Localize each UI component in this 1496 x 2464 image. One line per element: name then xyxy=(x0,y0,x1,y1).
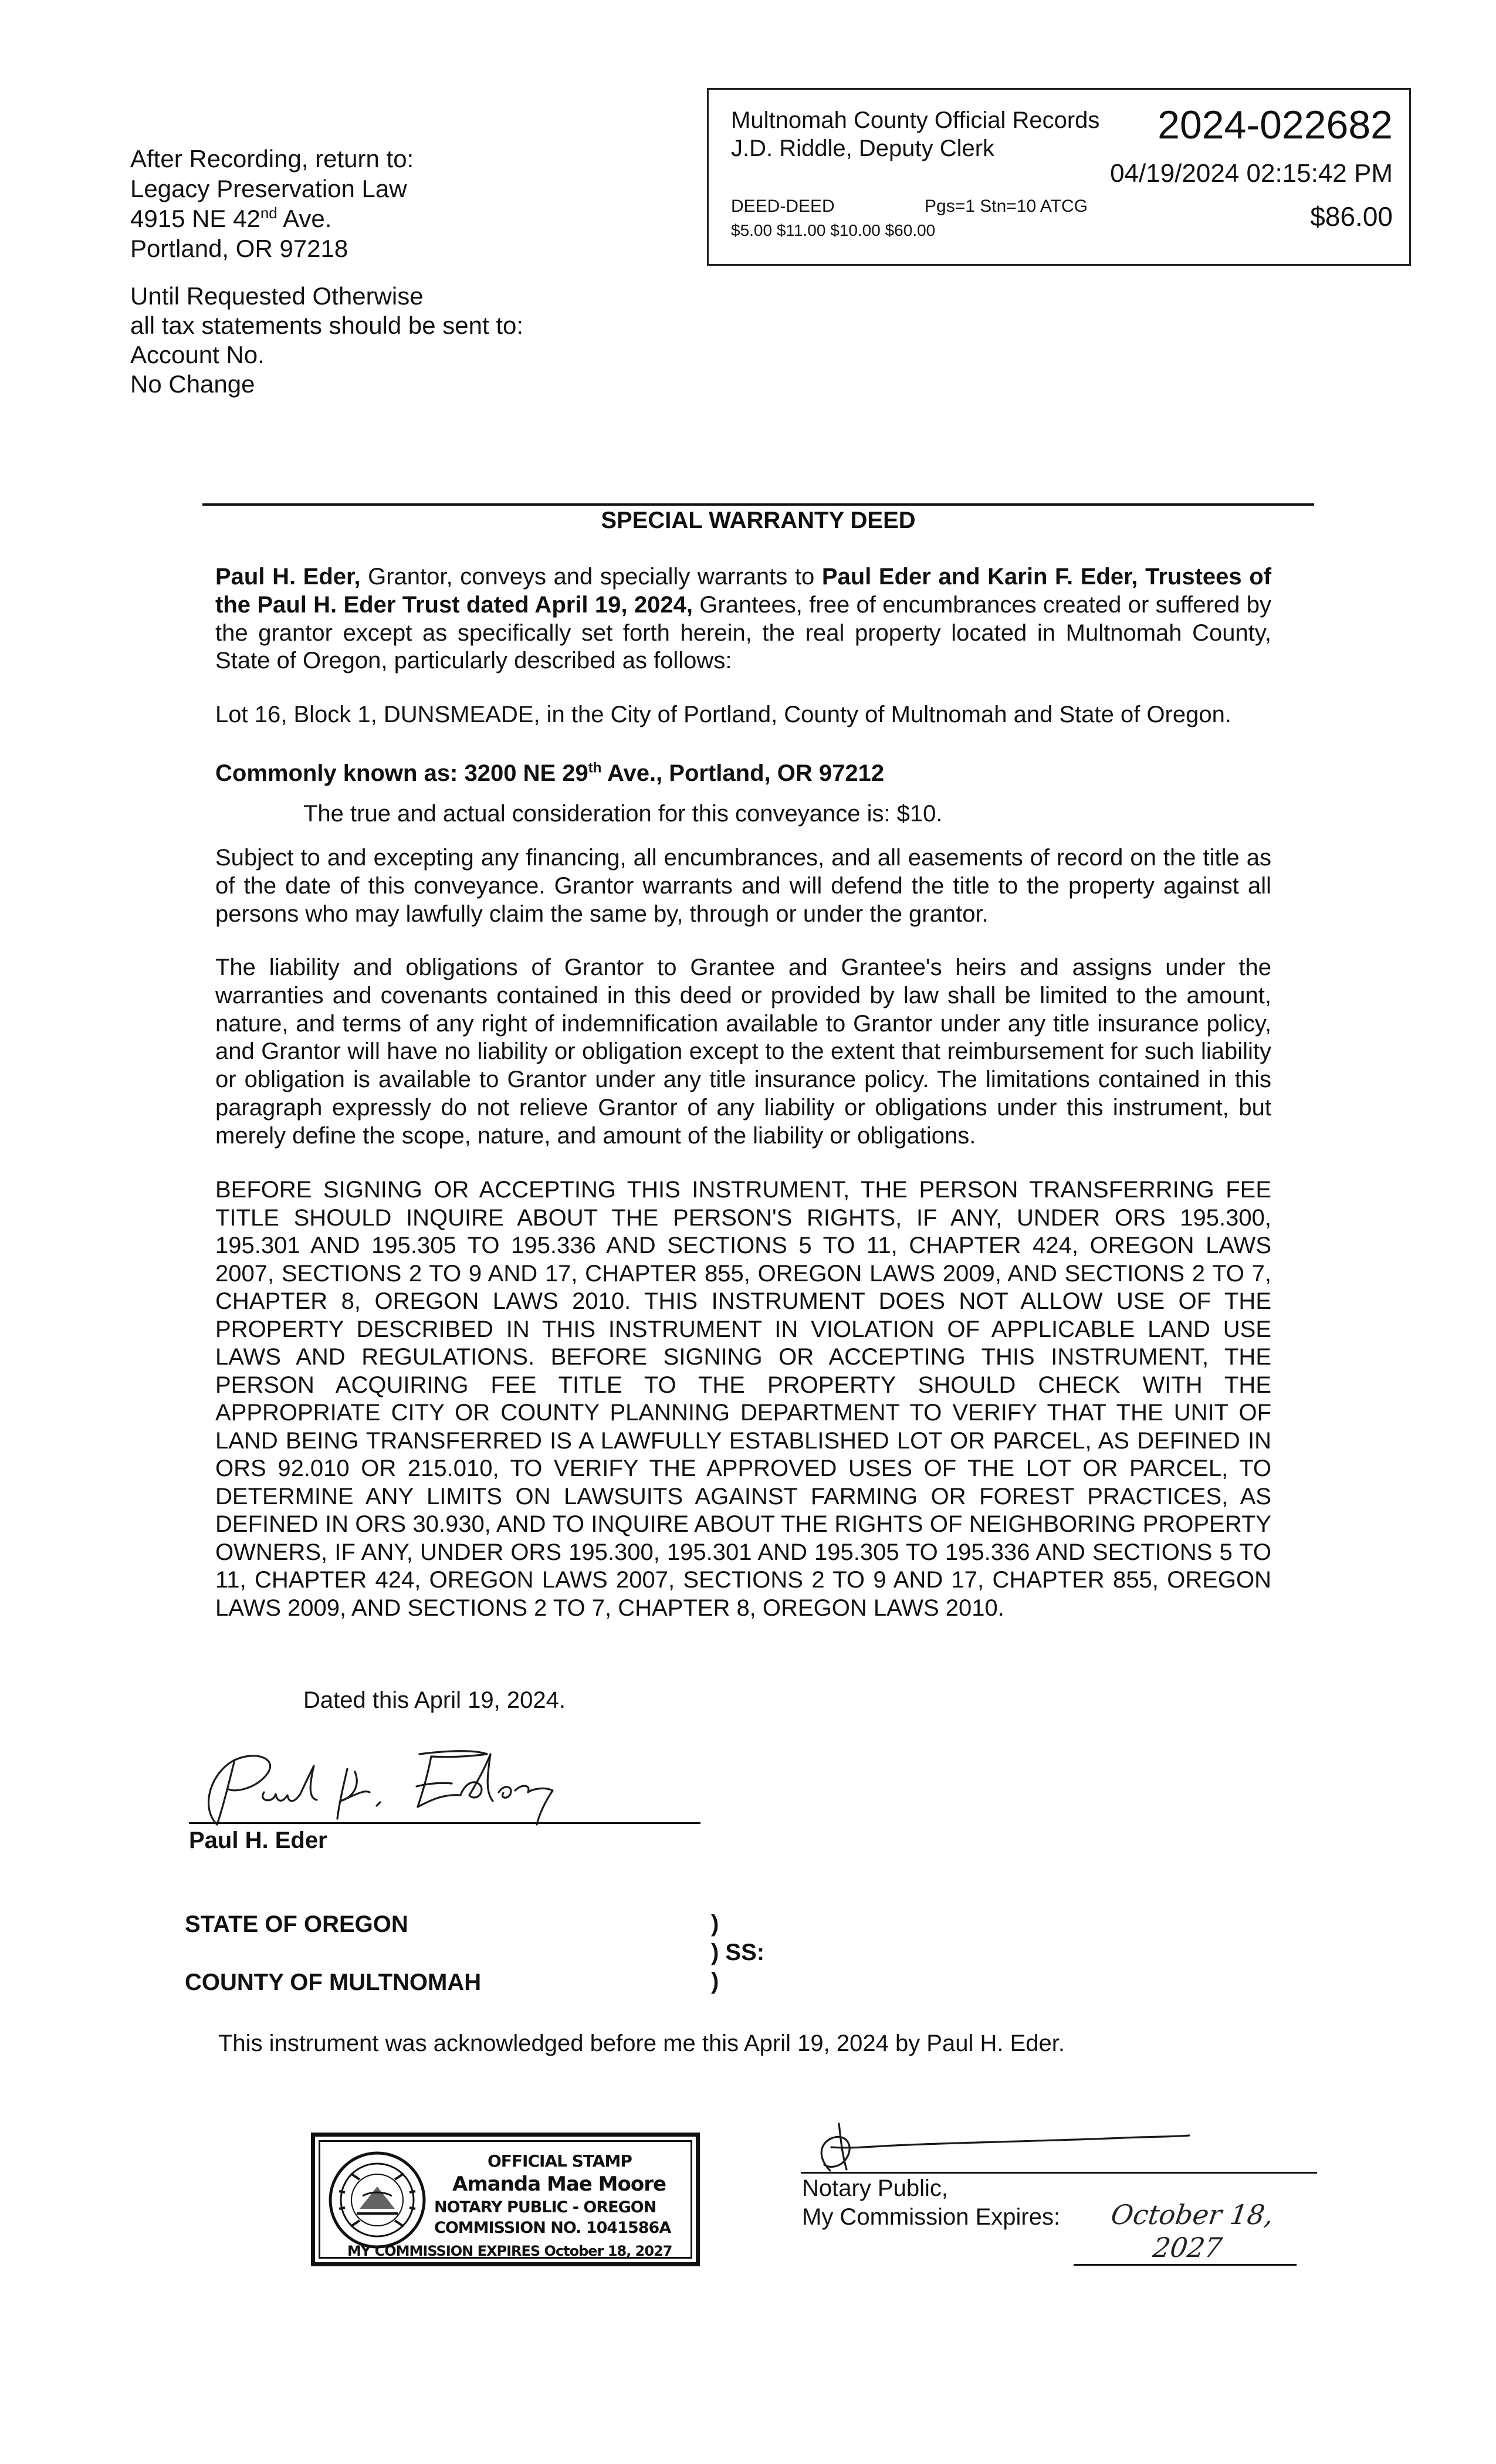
stamp-notary-name: Amanda Mae Moore xyxy=(452,2172,666,2196)
commonly-known-suffix: th xyxy=(588,760,602,776)
acknowledgment-paragraph: This instrument was acknowledged before me this April 19, 2024 by Paul H. Eder. xyxy=(218,2030,1065,2056)
tax-statements-block xyxy=(130,282,523,399)
commonly-known-rest: Ave., Portland, OR 97212 xyxy=(601,760,885,786)
recording-stamp-box xyxy=(707,88,1411,266)
subject-to-paragraph: Subject to and excepting any financing, all encumbrances, and all easements of record on the title as of the date of this conveyance. Grantor warrants and will defend the title to the property against all persons who may lawfully claim the same by, through or under the grantor. xyxy=(215,845,1271,927)
venue-ss-label: ) SS: xyxy=(711,1940,765,1965)
commonly-known-prefix: Commonly known as: 3200 NE 29 xyxy=(215,760,588,786)
recording-office xyxy=(731,106,1099,163)
venue-paren-bottom: ) xyxy=(711,1968,719,1994)
recording-pages-info: Pgs=1 Stn=10 ATCG xyxy=(925,197,1088,216)
stamp-inner-border xyxy=(319,2140,692,2259)
notary-title: Notary Public, xyxy=(802,2175,948,2201)
conveyance-paragraph xyxy=(215,563,1271,675)
recording-document-number: 2024-022682 xyxy=(1157,103,1393,147)
venue-ss xyxy=(711,1910,764,1996)
legal-description: Lot 16, Block 1, DUNSMEADE, in the City of Portland, County of Multnomah and State of Oregon. xyxy=(215,702,1231,727)
venue-state: STATE OF OREGON xyxy=(185,1911,408,1937)
consideration-paragraph: The true and actual consideration for this conveyance is: $10. xyxy=(303,801,943,827)
recording-total: $86.00 xyxy=(1310,201,1393,232)
conveys-text-2: Grantees, free of encumbrances created or suffered by the grantor except as specifically set forth herein, the real property located in Multnomah County, State of Oregon, particularly described as follows: xyxy=(215,591,1271,674)
venue-paren-top: ) xyxy=(711,1911,719,1937)
return-street-rest: Ave. xyxy=(277,205,332,232)
tax-line-3: Account No. xyxy=(130,341,265,368)
recording-clerk: J.D. Riddle, Deputy Clerk xyxy=(731,136,995,161)
grantor-printed-name: Paul H. Eder xyxy=(189,1827,327,1853)
return-heading: After Recording, return to: xyxy=(130,145,414,172)
grantees-bold: Paul Eder and Karin F. Eder, Trustees of the Paul H. Eder Trust dated April 19, 2024, xyxy=(215,564,1272,618)
dated-line: Dated this April 19, 2024. xyxy=(303,1687,566,1713)
recording-fees: $5.00 $11.00 $10.00 $60.00 xyxy=(731,221,936,239)
recording-doc-type: DEED-DEED xyxy=(731,197,835,216)
recording-datetime: 04/19/2024 02:15:42 PM xyxy=(1110,159,1393,188)
commission-expires-date: October 18, 2027 xyxy=(1074,2198,1306,2266)
commonly-known-as xyxy=(215,760,1271,788)
ors-notice-paragraph: BEFORE SIGNING OR ACCEPTING THIS INSTRUMENT, THE PERSON TRANSFERRING FEE TITLE SHOULD INQUIRE ABOUT THE PERSON'S RIGHTS, IF ANY, UNDER ORS 195.300, 195.301 AND 195.305 TO 195.336 AND SECTIONS 5 TO 11, CHAPTER 424, OREGON LAWS 2007, SECTIONS 2 TO 9 AND 17, CHAPTER 855, OREGON LAWS 2009, AND SECTIONS 2 TO 7, CHAPTER 8, OREGON LAWS 2010. THIS INSTRUMENT DOES NOT ALLOW USE OF THE PROPERTY DESCRIBED IN THIS INSTRUMENT IN VIOLATION OF APPLICABLE LAND USE LAWS AND REGULATIONS. BEFORE SIGNING OR ACCEPTING THIS INSTRUMENT, THE PERSON ACQUIRING FEE TITLE TO THE PROPERTY SHOULD CHECK WITH THE APPROPRIATE CITY OR COUNTY PLANNING DEPARTMENT TO VERIFY THAT THE UNIT OF LAND BEING TRANSFERRED IS A LAWFULLY ESTABLISHED LOT OR PARCEL, AS DEFINED IN ORS 92.010 OR 215.010, TO VERIFY THE APPROVED USES OF THE LOT OR PARCEL, TO DETERMINE ANY LIMITS ON LAWSUITS AGAINST FARMING OR FOREST PRACTICES, AS DEFINED IN ORS 30.930, AND TO INQUIRE ABOUT THE RIGHTS OF NEIGHBORING PROPERTY OWNERS, IF ANY, UNDER ORS 195.300, 195.301 AND 195.305 TO 195.336 AND SECTIONS 5 TO 11, CHAPTER 424, OREGON LAWS 2007, SECTIONS 2 TO 9 AND 17, CHAPTER 855, OREGON LAWS 2009, AND SECTIONS 2 TO 7, CHAPTER 8, OREGON LAWS 2010. xyxy=(215,1177,1271,1621)
deed-title: SPECIAL WARRANTY DEED xyxy=(601,507,916,533)
return-street-suffix: nd xyxy=(260,204,277,222)
return-address-block xyxy=(130,144,414,263)
tax-line-4: No Change xyxy=(130,370,255,398)
return-name: Legacy Preservation Law xyxy=(130,175,407,202)
conveys-text-1: Grantor, conveys and specially warrants to xyxy=(360,564,822,590)
commission-expires-label: My Commission Expires: xyxy=(802,2204,1061,2230)
stamp-commission-number: COMMISSION NO. 1041586A xyxy=(434,2219,671,2237)
tax-line-1: Until Requested Otherwise xyxy=(130,282,424,310)
notary-official-stamp xyxy=(311,2133,700,2266)
tax-line-2: all tax statements should be sent to: xyxy=(130,312,524,339)
return-street xyxy=(130,204,414,233)
return-city: Portland, OR 97218 xyxy=(130,235,348,262)
venue-county: COUNTY OF MULTNOMAH xyxy=(185,1969,482,1995)
grantor-signature xyxy=(194,1737,569,1836)
notary-signature-line xyxy=(801,2172,1317,2174)
grantor-bold: Paul H. Eder, xyxy=(215,564,361,590)
state-seal-icon xyxy=(327,2150,427,2250)
stamp-notary-state: NOTARY PUBLIC - OREGON xyxy=(434,2198,656,2216)
stamp-official-label: OFFICIAL STAMP xyxy=(488,2151,632,2171)
notary-signature xyxy=(795,2112,1194,2177)
grantor-signature-line xyxy=(189,1822,700,1824)
stamp-commission-expires: MY COMMISSION EXPIRES October 18, 2027 xyxy=(347,2243,672,2259)
liability-paragraph: The liability and obligations of Grantor to Grantee and Grantee's heirs and assigns under the warranties and covenants contained in this deed or provided by law shall be limited to the amount, nature, and terms of any right of indemnification available to Grantor under any title insurance policy, and Grantor will have no liability or obligation except to the extent that reimbursement for such liability or obligation is available to Grantor under any title insurance policy. The limitations contained in this paragraph expressly do not relieve Grantor of any liability or obligations under this instrument, but merely define the scope, nature, and amount of the liability or obligations. xyxy=(215,955,1271,1149)
return-street-number: 4915 NE 42 xyxy=(130,205,260,232)
recording-office-name: Multnomah County Official Records xyxy=(731,107,1100,133)
